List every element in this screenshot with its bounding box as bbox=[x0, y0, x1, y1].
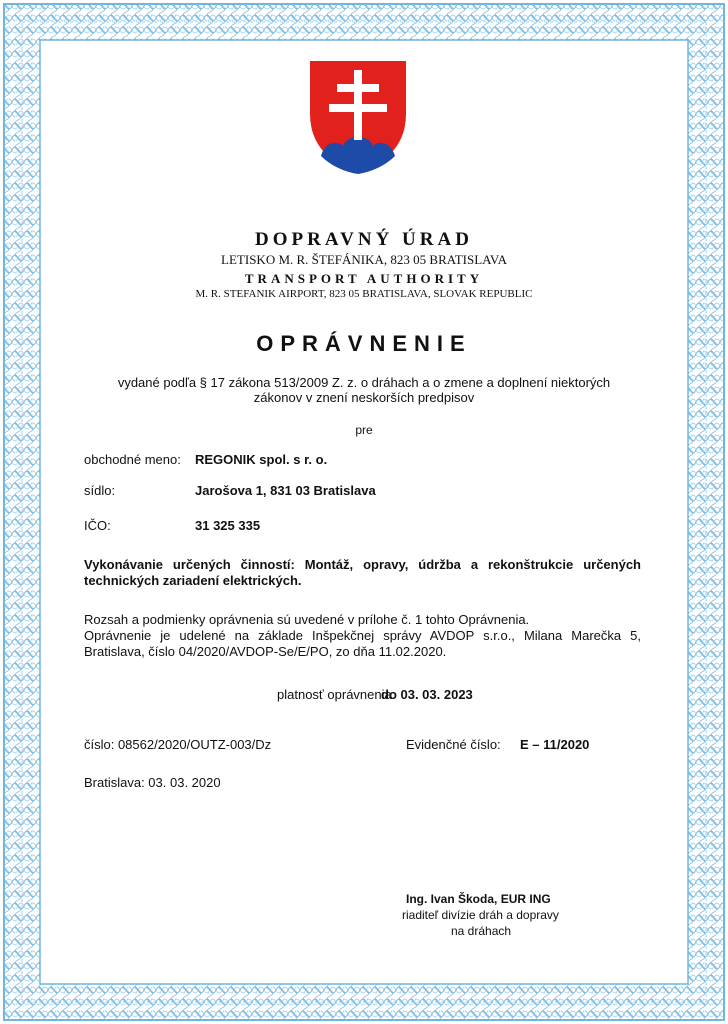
authority-address-sk: LETISKO M. R. ŠTEFÁNIKA, 823 05 BRATISLAVA bbox=[221, 252, 507, 267]
slovak-coat-of-arms-icon bbox=[307, 58, 409, 176]
scope-line-3: Bratislava, číslo 04/2020/AVDOP-Se/E/PO, zo dňa 11.02.2020. bbox=[84, 644, 447, 659]
for-label: pre bbox=[355, 423, 373, 437]
document-subtitle bbox=[0, 375, 728, 405]
company-name-value: REGONIK spol. s r. o. bbox=[195, 452, 328, 467]
document-number: číslo: 08562/2020/OUTZ-003/Dz bbox=[84, 737, 272, 752]
authority-name-en: TRANSPORT AUTHORITY bbox=[244, 271, 484, 286]
seat-label: sídlo: bbox=[84, 483, 116, 498]
place-and-date: Bratislava: 03. 03. 2020 bbox=[84, 775, 221, 790]
signatory-name: Ing. Ivan Škoda, EUR ING bbox=[406, 892, 551, 906]
evidence-number-label: Evidenčné číslo: bbox=[406, 737, 501, 752]
scope-line-2: Oprávnenie je udelené na základe Inšpekčnej správy AVDOP s.r.o., Milana Marečka 5, bbox=[84, 628, 641, 643]
subtitle-line-1: vydané podľa § 17 zákona 513/2009 Z. z. o dráhach a o zmene a doplnení niektorých bbox=[117, 375, 611, 390]
document-title: OPRÁVNENIE bbox=[256, 331, 472, 356]
activity-text: Vykonávanie určených činností: Montáž, opravy, údržba a rekonštrukcie určených technických zariadení elektrických. bbox=[84, 557, 641, 588]
subtitle-line-2: zákonov v znení neskorších predpisov bbox=[253, 390, 475, 405]
seat-value: Jarošova 1, 831 03 Bratislava bbox=[195, 483, 376, 498]
company-name-label: obchodné meno: bbox=[84, 452, 181, 467]
signatory-role-line-2: na dráhach bbox=[451, 924, 512, 938]
ico-value: 31 325 335 bbox=[195, 518, 261, 533]
scope-line-1: Rozsah a podmienky oprávnenia sú uvedené v prílohe č. 1 tohto Oprávnenia. bbox=[84, 612, 530, 627]
signatory-role-line-1: riaditeľ divízie dráh a dopravy bbox=[402, 908, 559, 922]
scope-paragraph bbox=[84, 612, 641, 660]
ico-label: IČO: bbox=[84, 518, 111, 533]
validity-label: platnosť oprávnenia: bbox=[277, 687, 396, 702]
authority-address-en: M. R. STEFANIK AIRPORT, 823 05 BRATISLAVA, SLOVAK REPUBLIC bbox=[195, 288, 533, 300]
evidence-number-value: E – 11/2020 bbox=[520, 737, 590, 752]
authority-name-sk: DOPRAVNÝ ÚRAD bbox=[255, 229, 473, 250]
validity-value: do 03. 03. 2023 bbox=[381, 687, 473, 702]
